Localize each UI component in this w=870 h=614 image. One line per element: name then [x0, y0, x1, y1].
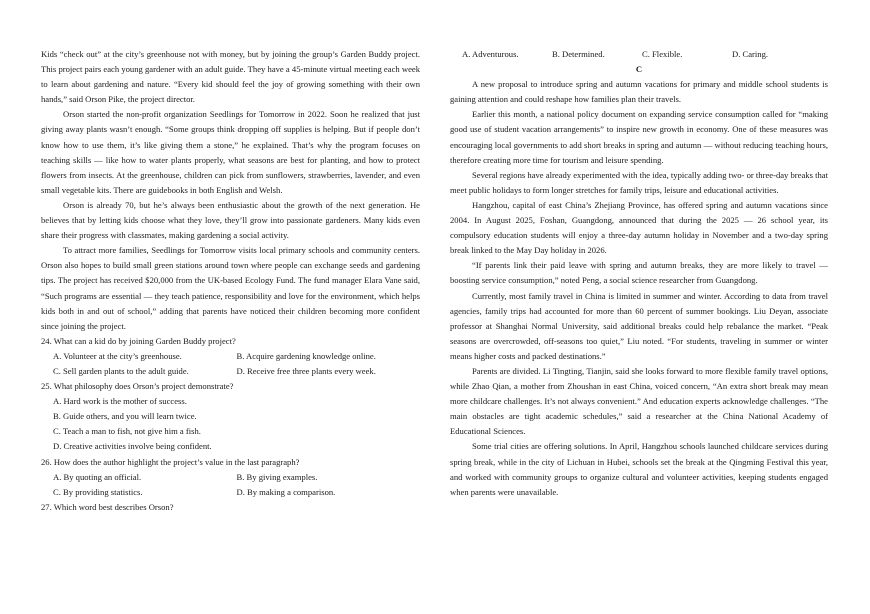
option-a[interactable]: A. Hard work is the mother of success. — [53, 396, 187, 407]
option-d[interactable]: D. Caring. — [732, 49, 769, 59]
passage-paragraph: Some trial cities are offering solutions. In April, Hangzhou schools launched childcare services during spring break, while in the city of Lichuan in Hubei, schools set the break at the Qingming Festival this year, and worked with community groups to organize cultural and volunteer activities, keeping students engaged when parents were unavailable. — [450, 441, 828, 497]
question-stem: 27. Which word best describes Orson? — [41, 501, 174, 512]
question-stem: 25. What philosophy does Orson’s project demonstrate? — [41, 381, 234, 392]
option-b[interactable]: B. By giving examples. — [236, 471, 318, 482]
option-row — [41, 470, 420, 485]
option-a[interactable]: A. Volunteer at the city’s greenhouse. — [53, 350, 182, 361]
passage-paragraph: Hangzhou, capital of east China’s Zhejiang Province, has offered spring and autumn vacations since 2004. In August 2025, Foshan, Guangdong, announced that during the 2025 — 26 school year, its compulsory education students will enjoy a three-day autumn holiday in November and a two-day spring break linked to the May Day holiday in 2026. — [450, 199, 828, 256]
option-c[interactable]: C. Flexible. — [642, 49, 683, 59]
passage-paragraph: Currently, most family travel in China is limited in summer and winter. According to data from travel agencies, family trips had accounted for more than 60 percent of summer bookings. Liu Deyan, associate professor at Shanghai Normal University, said additional breaks could help rebalance the market. “Peak seasons are overcrowded, off-seasons too quiet,” Liu noted. “For students, traveling in summer or winter means higher costs and packed destinations.” — [450, 290, 828, 361]
option-b[interactable]: B. Guide others, and you will learn twice. — [53, 411, 197, 422]
question-stem: 24. What can a kid do by joining Garden Buddy project? — [41, 335, 236, 346]
passage-paragraph: To attract more families, Seedlings for Tomorrow visits local primary schools and community centers. Orson also hopes to build small green stations around town where people can exchange seeds and gardening tips. The project has received $20,000 from the UK-based Ecology Fund. The fund manager Elara Vane said, “Such programs are essential — they teach patience, responsibility and love for the environment, which helps kids both in and out of school,” adding that parents have noticed their children becoming more confident since joining the project. — [41, 245, 420, 331]
right-column — [450, 47, 828, 500]
option-b[interactable]: B. Acquire gardening knowledge online. — [236, 350, 376, 361]
passage-paragraph: Earlier this month, a national policy document on expanding service consumption called for “making good use of student vacation arrangements” to inspire new growth in economy. One of these measures was encouraging local governments to add short breaks in spring and autumn — without reducing teaching hours, therefore creating more time for tourism and leisure spending. — [450, 109, 828, 165]
option-d[interactable]: D. By making a comparison. — [236, 486, 336, 497]
option-c[interactable]: C. Sell garden plants to the adult guide. — [53, 365, 189, 376]
question-27-options — [450, 47, 828, 62]
passage-paragraph: A new proposal to introduce spring and autumn vacations for primary and middle school students is gaining attention and could reshape how families plan their travels. — [450, 79, 828, 105]
question-25 — [41, 379, 420, 454]
passage-paragraph: Several regions have already experimented with the idea, typically adding two- or three-day breaks that meet public holidays to form longer stretches for family trips, leisure and educational activities. — [450, 169, 828, 195]
left-column — [41, 47, 420, 515]
option-d[interactable]: D. Creative activities involve being confident. — [53, 441, 212, 452]
passage-paragraph: Parents are divided. Li Tingting, Tianjin, said she looks forward to more flexible family travel options, while Zhao Qian, a mother from Zhoushan in east China, voiced concern, “An extra short break may mean more childcare challenges. It’s not always convenient.” And education experts acknowledge challenges. “The main obstacles are tight academic schedules,” said a researcher at the China National Academy of Educational Sciences. — [450, 365, 828, 437]
option-c[interactable]: C. Teach a man to fish, not give him a fish. — [53, 426, 201, 437]
section-title: C — [635, 64, 643, 75]
option-d[interactable]: D. Receive free three plants every week. — [236, 365, 376, 376]
option-row — [41, 485, 420, 500]
question-26 — [41, 455, 420, 500]
passage-paragraph: Orson is already 70, but he’s always been enthusiastic about the growth of the next generation. He believes that by letting kids choose what they love, they’ll grow into passionate gardeners. Many kids even share their progress with classmates, making gardening a social activity. — [41, 199, 420, 241]
question-stem: 26. How does the author highlight the project’s value in the last paragraph? — [41, 456, 300, 467]
option-b[interactable]: B. Determined. — [552, 49, 605, 59]
option-row — [41, 349, 420, 364]
passage-paragraph: Orson started the non-profit organization Seedlings for Tomorrow in 2022. Soon he realized that just giving away plants wasn’t enough. “Some groups think dropping off supplies is helping. But if people don’t know how to use them, it’s like giving them a stone,” he explained. That’s why the program focuses on teaching skills — like how to water plants properly, what seasons are best for planting, and how to protect flowers from insects. At the greenhouse, children can pick from sunflowers, strawberries, lavender, and even small vegetable kits. There are guidebooks in both English and Welsh. — [41, 109, 420, 195]
option-row — [41, 364, 420, 379]
option-a[interactable]: A. Adventurous. — [462, 49, 519, 59]
option-a[interactable]: A. By quoting an official. — [53, 471, 142, 482]
passage-paragraph: Kids “check out” at the city’s greenhouse not with money, but by joining the group’s Garden Buddy project. This project pairs each young gardener with an adult guide. They have a 45-minute virtual meeting each week to learn about gardening and nature. “Every kid should feel the joy of growing something with their own hands,” said Orson Pike, the project director. — [41, 49, 420, 105]
question-24 — [41, 334, 420, 379]
option-c[interactable]: C. By providing statistics. — [53, 486, 143, 497]
question-27 — [41, 500, 420, 515]
passage-paragraph: “If parents link their paid leave with spring and autumn breaks, they are more likely to travel — boosting service consumption,” noted Peng, a social science researcher from Guangdong. — [450, 260, 828, 286]
